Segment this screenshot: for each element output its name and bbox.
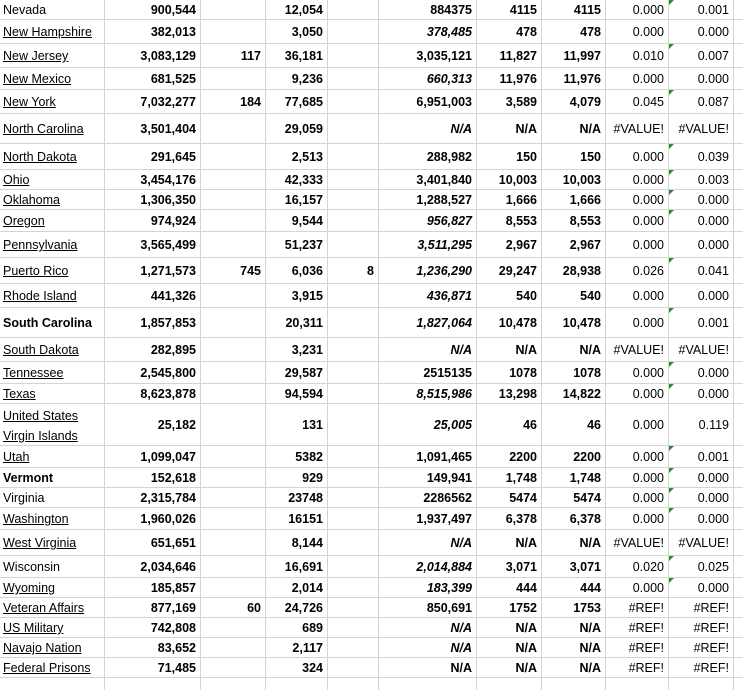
value-cell[interactable]: 117 <box>240 49 261 63</box>
value-cell[interactable]: 0.001 <box>697 450 729 464</box>
value-cell[interactable]: 3,454,176 <box>140 173 196 187</box>
value-cell[interactable]: 1,236,290 <box>416 264 472 278</box>
value-cell[interactable]: 3,071 <box>505 560 537 574</box>
value-cell[interactable]: 382,013 <box>150 25 196 39</box>
grid-row-line <box>0 467 743 468</box>
value-cell[interactable]: 2,034,646 <box>140 560 196 574</box>
grid-row-line <box>0 487 743 488</box>
value-cell[interactable]: 1,666 <box>569 193 601 207</box>
value-cell[interactable]: 1,666 <box>505 193 537 207</box>
value-cell[interactable]: 150 <box>516 150 537 164</box>
value-cell[interactable]: 884375 <box>430 3 472 17</box>
state-name-cell[interactable]: Oklahoma <box>3 193 60 207</box>
value-cell[interactable]: 0.000 <box>632 173 664 187</box>
value-cell[interactable]: 2,967 <box>569 238 601 252</box>
value-cell[interactable]: 0.003 <box>697 173 729 187</box>
state-name-cell[interactable]: North Carolina <box>3 122 84 136</box>
value-cell[interactable]: 1,748 <box>505 471 537 485</box>
value-cell[interactable]: 0.000 <box>697 238 729 252</box>
value-cell[interactable]: 850,691 <box>426 601 472 615</box>
state-name-cell[interactable]: New Jersey <box>3 49 69 63</box>
value-cell[interactable]: 10,003 <box>498 173 537 187</box>
error-indicator-icon[interactable] <box>669 308 674 313</box>
error-indicator-icon[interactable] <box>669 44 674 49</box>
error-indicator-icon[interactable] <box>669 446 674 451</box>
value-cell[interactable]: #REF! <box>628 641 664 655</box>
value-cell[interactable]: #VALUE! <box>613 343 664 357</box>
grid-row-line <box>0 67 743 68</box>
value-cell[interactable]: N/A <box>579 536 601 550</box>
error-indicator-icon[interactable] <box>669 508 674 513</box>
state-name-cell[interactable]: South Dakota <box>3 343 79 357</box>
value-cell[interactable]: 929 <box>302 471 323 485</box>
value-cell[interactable]: 0.000 <box>697 25 729 39</box>
value-cell[interactable]: 28,938 <box>562 264 601 278</box>
value-cell[interactable]: 2,117 <box>292 641 323 655</box>
value-cell[interactable]: #VALUE! <box>678 343 729 357</box>
value-cell[interactable]: N/A <box>579 343 601 357</box>
value-cell[interactable]: 60 <box>247 601 261 615</box>
value-cell[interactable]: 16,691 <box>284 560 323 574</box>
value-cell[interactable]: 0.087 <box>697 95 729 109</box>
value-cell[interactable]: 29,247 <box>498 264 537 278</box>
value-cell[interactable]: N/A <box>450 122 472 136</box>
value-cell[interactable]: #VALUE! <box>613 536 664 550</box>
value-cell[interactable]: 2,014 <box>291 581 323 595</box>
value-cell[interactable]: 20,311 <box>285 316 323 330</box>
value-cell[interactable]: 2,014,884 <box>416 560 472 574</box>
grid-column-line <box>327 0 328 690</box>
value-cell[interactable]: 0.119 <box>698 418 729 432</box>
value-cell[interactable]: 36,181 <box>284 49 323 63</box>
value-cell[interactable]: 0.000 <box>632 238 664 252</box>
value-cell[interactable]: 3,565,499 <box>140 238 196 252</box>
value-cell[interactable]: 3,050 <box>291 25 323 39</box>
value-cell[interactable]: 1,960,026 <box>140 512 196 526</box>
value-cell[interactable]: 3,231 <box>291 343 323 357</box>
value-cell[interactable]: 1,288,527 <box>416 193 472 207</box>
value-cell[interactable]: 5382 <box>295 450 323 464</box>
value-cell[interactable]: 0.000 <box>697 214 729 228</box>
value-cell[interactable]: 1,271,573 <box>140 264 196 278</box>
value-cell[interactable]: 689 <box>302 621 323 635</box>
value-cell[interactable]: 0.000 <box>697 72 729 86</box>
value-cell[interactable]: 11,976 <box>499 72 537 86</box>
value-cell[interactable]: 0.000 <box>697 512 729 526</box>
value-cell[interactable]: 29,059 <box>284 122 323 136</box>
value-cell[interactable]: 2,967 <box>505 238 537 252</box>
state-name-cell[interactable]: Vermont <box>3 471 54 485</box>
value-cell[interactable]: 1,306,350 <box>140 193 196 207</box>
value-cell[interactable]: 23748 <box>288 491 323 505</box>
grid-row-line <box>0 507 743 508</box>
value-cell[interactable]: 12,054 <box>284 3 323 17</box>
value-cell[interactable]: 0.000 <box>632 150 664 164</box>
state-name-cell[interactable]: Utah <box>3 450 30 464</box>
value-cell[interactable]: 540 <box>580 289 601 303</box>
value-cell[interactable]: 324 <box>302 661 323 675</box>
value-cell[interactable]: 183,399 <box>426 581 472 595</box>
grid-row-line <box>0 113 743 114</box>
grid-row-line <box>0 43 743 44</box>
error-indicator-icon[interactable] <box>669 170 674 175</box>
value-cell[interactable]: 3,401,840 <box>416 173 472 187</box>
value-cell[interactable]: 956,827 <box>426 214 472 228</box>
grid-row-line <box>0 307 743 308</box>
value-cell[interactable]: 71,485 <box>157 661 196 675</box>
value-cell[interactable]: 0.000 <box>697 387 729 401</box>
state-name-cell[interactable]: Texas <box>3 387 36 401</box>
value-cell[interactable]: 2200 <box>573 450 601 464</box>
state-name-cell[interactable]: Virginia <box>3 491 45 505</box>
error-indicator-icon[interactable] <box>669 210 674 215</box>
value-cell[interactable]: 6,951,003 <box>416 95 472 109</box>
value-cell[interactable]: 94,594 <box>284 387 323 401</box>
value-cell[interactable]: 900,544 <box>150 3 196 17</box>
value-cell[interactable]: 378,485 <box>426 25 472 39</box>
value-cell[interactable]: 8,553 <box>505 214 537 228</box>
error-indicator-icon[interactable] <box>669 468 674 473</box>
state-name-cell[interactable]: South Carolina <box>3 316 92 330</box>
grid-row-line <box>0 19 743 20</box>
value-cell[interactable]: 185,857 <box>150 581 196 595</box>
state-name-cell[interactable]: New Hampshire <box>3 25 92 39</box>
value-cell[interactable]: 0.000 <box>632 418 664 432</box>
value-cell[interactable]: 131 <box>302 418 323 432</box>
error-indicator-icon[interactable] <box>669 144 674 149</box>
state-name-cell[interactable]: Wyoming <box>3 581 55 595</box>
value-cell[interactable]: 0.000 <box>632 366 664 380</box>
value-cell[interactable]: 0.010 <box>632 49 664 63</box>
value-cell[interactable]: 1,748 <box>569 471 601 485</box>
value-cell[interactable]: 2,315,784 <box>140 491 196 505</box>
value-cell[interactable]: 1078 <box>573 366 601 380</box>
value-cell[interactable]: 8,144 <box>291 536 323 550</box>
value-cell[interactable]: #VALUE! <box>613 122 664 136</box>
value-cell[interactable]: 6,378 <box>569 512 601 526</box>
value-cell[interactable]: #REF! <box>693 661 729 675</box>
grid-row-line <box>0 361 743 362</box>
value-cell[interactable]: 0.000 <box>632 471 664 485</box>
state-name-cell[interactable]: Washington <box>3 512 69 526</box>
state-name-cell[interactable]: New York <box>3 95 56 109</box>
value-cell[interactable]: 3,071 <box>569 560 601 574</box>
value-cell[interactable]: 0.045 <box>632 95 664 109</box>
value-cell[interactable]: 0.020 <box>632 560 664 574</box>
value-cell[interactable]: 6,036 <box>291 264 323 278</box>
value-cell[interactable]: 150 <box>580 150 601 164</box>
state-name-cell[interactable]: Navajo Nation <box>3 641 82 655</box>
value-cell[interactable]: 0.000 <box>632 3 664 17</box>
state-name-cell[interactable]: West Virginia <box>3 536 77 550</box>
value-cell[interactable]: 8,553 <box>569 214 601 228</box>
value-cell[interactable]: 1,827,064 <box>416 316 472 330</box>
grid-row-line <box>0 677 743 678</box>
value-cell[interactable]: 10,003 <box>562 173 601 187</box>
value-cell[interactable]: 149,941 <box>426 471 472 485</box>
value-cell[interactable]: 0.000 <box>632 72 664 86</box>
value-cell[interactable]: 24,726 <box>284 601 323 615</box>
value-cell[interactable]: 478 <box>516 25 537 39</box>
state-name-cell[interactable]: Nevada <box>3 3 47 17</box>
grid-row-line <box>0 209 743 210</box>
value-cell[interactable]: #VALUE! <box>678 536 729 550</box>
grid-row-line <box>0 283 743 284</box>
grid-row-line <box>0 657 743 658</box>
value-cell[interactable]: 0.025 <box>697 560 729 574</box>
grid-row-line <box>0 143 743 144</box>
grid-column-line <box>733 0 734 690</box>
value-cell[interactable]: 1,099,047 <box>140 450 196 464</box>
value-cell[interactable]: 11,976 <box>563 72 601 86</box>
value-cell[interactable]: 0.000 <box>632 214 664 228</box>
state-name-cell[interactable]: Veteran Affairs <box>3 601 85 615</box>
grid-row-line <box>0 403 743 404</box>
value-cell[interactable]: 2200 <box>509 450 537 464</box>
value-cell[interactable]: 13,298 <box>498 387 537 401</box>
value-cell[interactable]: 4115 <box>573 3 601 17</box>
value-cell[interactable]: #REF! <box>693 621 729 635</box>
value-cell[interactable]: #REF! <box>628 661 664 675</box>
value-cell[interactable]: 0.000 <box>697 581 729 595</box>
value-cell[interactable]: 4115 <box>509 3 537 17</box>
value-cell[interactable]: 282,895 <box>150 343 196 357</box>
value-cell[interactable]: 0.039 <box>697 150 729 164</box>
error-indicator-icon[interactable] <box>669 362 674 367</box>
value-cell[interactable]: 83,652 <box>157 641 196 655</box>
value-cell[interactable]: 681,525 <box>150 72 196 86</box>
value-cell[interactable]: 11,997 <box>563 49 601 63</box>
value-cell[interactable]: 288,982 <box>426 150 472 164</box>
value-cell[interactable]: 3,511,295 <box>417 238 472 252</box>
value-cell[interactable]: 0.000 <box>697 193 729 207</box>
value-cell[interactable]: 0.000 <box>697 491 729 505</box>
value-cell[interactable]: #VALUE! <box>678 122 729 136</box>
error-indicator-icon[interactable] <box>669 488 674 493</box>
grid-row-line <box>0 383 743 384</box>
value-cell[interactable]: 478 <box>580 25 601 39</box>
value-cell[interactable]: 877,169 <box>150 601 196 615</box>
value-cell[interactable]: 2286562 <box>423 491 472 505</box>
value-cell[interactable]: 0.000 <box>632 450 664 464</box>
value-cell[interactable]: 0.001 <box>697 316 729 330</box>
value-cell[interactable]: 7,032,277 <box>140 95 196 109</box>
state-name-cell[interactable]: Wisconsin <box>3 560 60 574</box>
grid-row-line <box>0 577 743 578</box>
value-cell[interactable]: 2,513 <box>291 150 323 164</box>
error-indicator-icon[interactable] <box>669 578 674 583</box>
value-cell[interactable]: 152,618 <box>150 471 196 485</box>
value-cell[interactable]: 1752 <box>509 601 537 615</box>
value-cell[interactable]: 0.000 <box>632 193 664 207</box>
value-cell[interactable]: N/A <box>515 343 537 357</box>
value-cell[interactable]: 540 <box>516 289 537 303</box>
value-cell[interactable]: N/A <box>515 536 537 550</box>
value-cell[interactable]: #REF! <box>628 621 664 635</box>
value-cell[interactable]: 3,915 <box>291 289 323 303</box>
value-cell[interactable]: 974,924 <box>150 214 196 228</box>
value-cell[interactable]: 2515135 <box>423 366 472 380</box>
value-cell[interactable]: 51,237 <box>284 238 323 252</box>
value-cell[interactable]: 5474 <box>509 491 537 505</box>
value-cell[interactable]: 1,091,465 <box>416 450 472 464</box>
state-name-cell[interactable]: Rhode Island <box>3 289 77 303</box>
grid-row-line <box>0 555 743 556</box>
value-cell[interactable]: 77,685 <box>284 95 323 109</box>
value-cell[interactable]: 4,079 <box>569 95 601 109</box>
grid-row-line <box>0 231 743 232</box>
value-cell[interactable]: 0.000 <box>632 581 664 595</box>
value-cell[interactable]: 436,871 <box>426 289 472 303</box>
grid-row-line <box>0 169 743 170</box>
value-cell[interactable]: 25,005 <box>433 418 472 432</box>
value-cell[interactable]: 1,857,853 <box>140 316 196 330</box>
value-cell[interactable]: 9,544 <box>291 214 323 228</box>
state-name-cell[interactable]: North Dakota <box>3 150 77 164</box>
value-cell[interactable]: 444 <box>516 581 537 595</box>
grid-row-line <box>0 637 743 638</box>
error-indicator-icon[interactable] <box>669 0 674 5</box>
value-cell[interactable]: 745 <box>240 264 261 278</box>
value-cell[interactable]: 0.000 <box>632 512 664 526</box>
value-cell[interactable]: 0.000 <box>697 366 729 380</box>
value-cell[interactable]: N/A <box>450 343 472 357</box>
error-indicator-icon[interactable] <box>669 384 674 389</box>
value-cell[interactable]: N/A <box>450 641 472 655</box>
value-cell[interactable]: N/A <box>515 122 537 136</box>
grid-row-line <box>0 189 743 190</box>
grid-row-line <box>0 617 743 618</box>
grid-row-line <box>0 529 743 530</box>
grid-row-line <box>0 257 743 258</box>
value-cell[interactable]: 0.041 <box>697 264 729 278</box>
value-cell[interactable]: N/A <box>450 536 472 550</box>
value-cell[interactable]: 441,326 <box>150 289 196 303</box>
value-cell[interactable]: 46 <box>587 418 601 432</box>
state-name-cell[interactable]: Oregon <box>3 214 45 228</box>
value-cell[interactable]: N/A <box>450 661 472 675</box>
value-cell[interactable]: 0.026 <box>632 264 664 278</box>
state-name-cell[interactable]: Federal Prisons <box>3 661 91 675</box>
value-cell[interactable]: 3,083,129 <box>140 49 196 63</box>
value-cell[interactable]: 0.000 <box>697 471 729 485</box>
value-cell[interactable]: 1753 <box>573 601 601 615</box>
value-cell[interactable]: 9,236 <box>291 72 323 86</box>
grid-row-line <box>0 89 743 90</box>
error-indicator-icon[interactable] <box>669 258 674 263</box>
value-cell[interactable]: N/A <box>579 122 601 136</box>
state-name-cell[interactable]: Ohio <box>3 173 30 187</box>
state-name-cell[interactable]: Tennessee <box>3 366 64 380</box>
value-cell[interactable]: 11,827 <box>499 49 537 63</box>
value-cell[interactable]: 42,333 <box>284 173 323 187</box>
value-cell[interactable]: 5474 <box>573 491 601 505</box>
value-cell[interactable]: 2,545,800 <box>140 366 196 380</box>
value-cell[interactable]: 0.000 <box>632 387 664 401</box>
value-cell[interactable]: 291,645 <box>150 150 196 164</box>
value-cell[interactable]: #REF! <box>693 641 729 655</box>
value-cell[interactable]: #REF! <box>693 601 729 615</box>
value-cell[interactable]: 16151 <box>288 512 323 526</box>
value-cell[interactable]: N/A <box>579 621 601 635</box>
error-indicator-icon[interactable] <box>669 190 674 195</box>
value-cell[interactable]: 660,313 <box>426 72 472 86</box>
state-name-cell[interactable]: US Military <box>3 621 64 635</box>
value-cell[interactable]: 3,501,404 <box>140 122 196 136</box>
state-name-cell[interactable]: New Mexico <box>3 72 72 86</box>
value-cell[interactable]: 1,937,497 <box>416 512 472 526</box>
value-cell[interactable]: 29,587 <box>284 366 323 380</box>
value-cell[interactable]: 651,651 <box>150 536 196 550</box>
value-cell[interactable]: 8,623,878 <box>140 387 196 401</box>
value-cell[interactable]: 0.007 <box>697 49 729 63</box>
value-cell[interactable]: 0.000 <box>632 491 664 505</box>
value-cell[interactable]: 0.000 <box>697 289 729 303</box>
value-cell[interactable]: 444 <box>580 581 601 595</box>
state-name-cell[interactable]: Puerto Rico <box>3 264 69 278</box>
value-cell[interactable]: 3,035,121 <box>416 49 472 63</box>
value-cell[interactable]: 742,808 <box>150 621 196 635</box>
value-cell[interactable]: 0.000 <box>632 316 664 330</box>
value-cell[interactable]: 14,822 <box>562 387 601 401</box>
value-cell[interactable]: 8,515,986 <box>416 387 472 401</box>
grid-row-line <box>0 597 743 598</box>
value-cell[interactable]: 0.001 <box>697 3 729 17</box>
value-cell[interactable]: 10,478 <box>498 316 537 330</box>
value-cell[interactable]: 16,157 <box>284 193 323 207</box>
value-cell[interactable]: 8 <box>367 264 374 278</box>
value-cell[interactable]: 46 <box>523 418 537 432</box>
value-cell[interactable]: N/A <box>515 661 537 675</box>
value-cell[interactable]: N/A <box>579 641 601 655</box>
value-cell[interactable]: 0.000 <box>632 25 664 39</box>
value-cell[interactable]: 0.000 <box>632 289 664 303</box>
value-cell[interactable]: N/A <box>515 641 537 655</box>
value-cell[interactable]: N/A <box>450 621 472 635</box>
value-cell[interactable]: #REF! <box>628 601 664 615</box>
grid-row-line <box>0 337 743 338</box>
value-cell[interactable]: N/A <box>515 621 537 635</box>
value-cell[interactable]: 1078 <box>509 366 537 380</box>
state-name-cell[interactable]: United States Virgin Islands <box>3 409 79 443</box>
error-indicator-icon[interactable] <box>669 556 674 561</box>
value-cell[interactable]: 6,378 <box>505 512 537 526</box>
state-name-cell[interactable]: Pennsylvania <box>3 238 78 252</box>
value-cell[interactable]: N/A <box>579 661 601 675</box>
value-cell[interactable]: 10,478 <box>562 316 601 330</box>
grid-row-line <box>0 445 743 446</box>
value-cell[interactable]: 25,182 <box>157 418 196 432</box>
error-indicator-icon[interactable] <box>669 90 674 95</box>
value-cell[interactable]: 184 <box>240 95 261 109</box>
value-cell[interactable]: 3,589 <box>505 95 537 109</box>
